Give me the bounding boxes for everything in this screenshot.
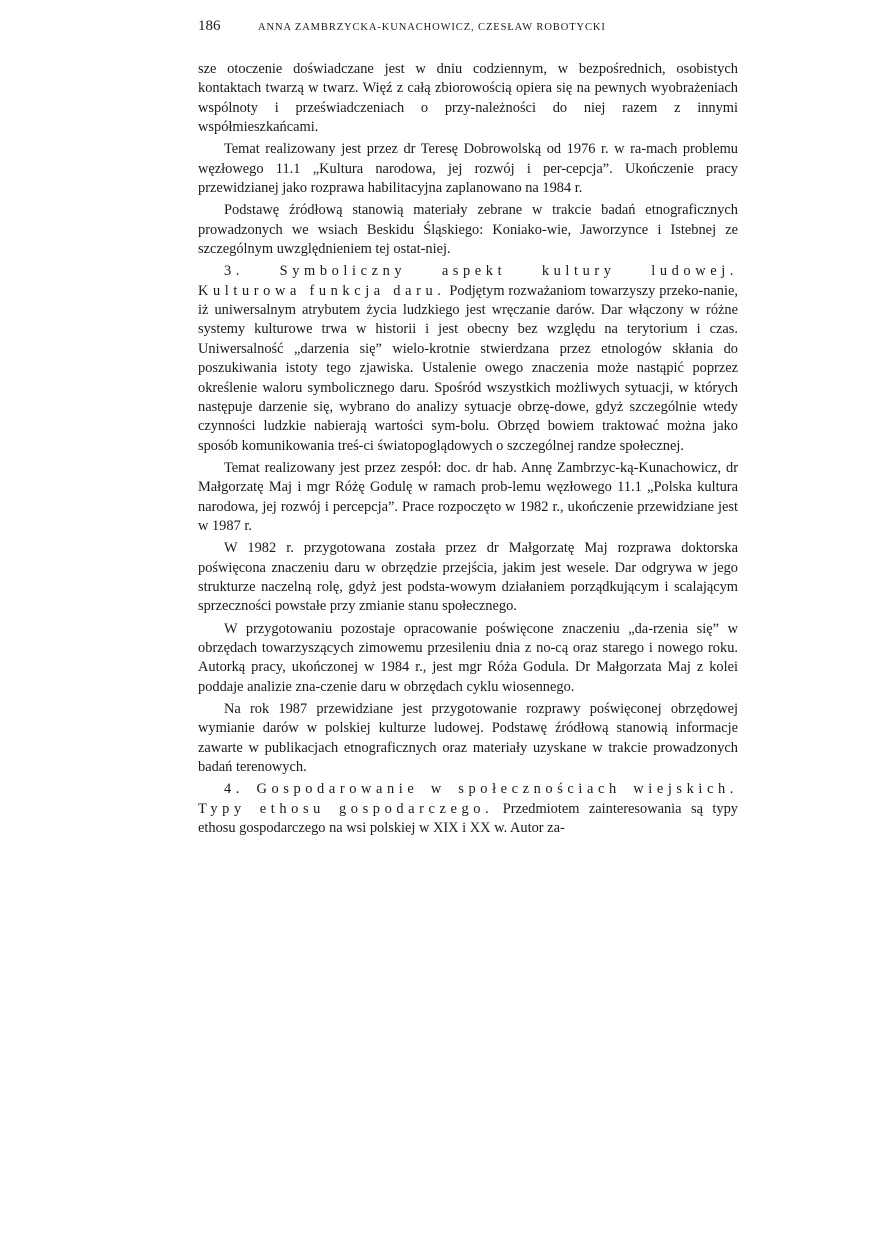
section-heading: 4. Gospodarowanie w społecznościach wiejskich. Typy ethosu gospodarczego. [198, 781, 738, 817]
paragraph-3 [198, 201, 738, 259]
running-header [198, 18, 738, 44]
page-number: 186 [198, 18, 221, 34]
paragraph-text: W przygotowaniu pozostaje opracowanie poświęcone znaczeniu „da-rzenia się” w obrzędach towarzyszących zimowemu przesileniu dnia z no-cą oraz starego i nowego roku. Autorką pracy, ukończonej w 1984 r., jest mgr Róża Godula. Dr Małgorzata Maj z kolei poddaje analizie zna-czenie daru w obrzędach cyklu wiosennego. [198, 620, 738, 695]
paragraph-text: sze otoczenie doświadczane jest w dniu codziennym, w bezpośrednich, osobistych kontaktach twarzą w twarz. Więź z całą zbiorowością opiera się na pewnych wyobrażeniach wspólnoty i przeświadczeniach o przy-należności do niej razem z innymi współmieszkańcami. [198, 61, 738, 136]
paragraph-text: Podstawę źródłową stanowią materiały zebrane w trakcie badań etnograficznych prowadzonych we wsiach Beskidu Śląskiego: Koniako-wie, Jaworzynce i Istebnej ze szczególnym uwzględnieniem tej ostat-niej. [198, 202, 738, 258]
document-page [198, 18, 738, 841]
paragraph-2 [198, 140, 738, 198]
paragraph-6 [198, 539, 738, 616]
paragraph-text: Temat realizowany jest przez dr Teresę Dobrowolską od 1976 r. w ra-mach problemu węzłowego 11.1 „Kultura narodowa, jej rozwój i per-cepcja”. Ukończenie pracy przewidzianej jako rozprawa habilitacyjna zaplanowano na 1984 r. [198, 141, 738, 197]
paragraph-7 [198, 620, 738, 697]
paragraph-5 [198, 459, 738, 536]
paragraph-text: W 1982 r. przygotowana została przez dr Małgorzatę Maj rozprawa doktorska poświęcona znaczeniu daru w obrzędzie przejścia, jakim jest wesele. Dar odgrywa w jego strukturze naczelną rolę, gdyż jest podsta-wowym działaniem porządkującym i scalającym sprzeczności powstałe przy zmianie stanu społecznego. [198, 540, 738, 615]
section-heading: 3. Symboliczny aspekt kultury ludowej. Kulturowa funkcja daru. [198, 263, 738, 299]
paragraph-text: Podjętym rozważaniom towarzyszy przeko-nanie, iż uniwersalnym atrybutem życia ludzkiego jest wręczanie darów. Dar włączony w różne systemy kulturowe trwa w historii i jest obecny bez względu na terytorium i czas. Uniwersalność „darzenia się” wielo-krotnie stwierdzana przez etnologów skłania do poszukiwania istoty tego zjawiska. Ustalenie owego znaczenia może nastąpić poprzez określenie waloru symbolicznego daru. Spośród wszystkich możliwych sytuacji, w których następuje darzenie się, wybrano do analizy sytuacje obrzę-dowe, gdyż szczególnie wtedy czynności ludzkie nabierają wartości sym-bolu. Obrzęd bowiem traktować można jako sposób komunikowania treś-ci światopoglądowych o szczególnej randze społecznej. [198, 282, 738, 454]
paragraph-1 [198, 60, 738, 137]
paragraph-text: Na rok 1987 przewidziane jest przygotowanie rozprawy poświęconej obrzędowej wymianie darów w polskiej kulturze ludowej. Podstawę źródłową stanowią informacje zawarte w publikacjach etnograficznych oraz materiały uzyskane w trakcie prowadzonych badań terenowych. [198, 701, 738, 776]
paragraph-9 [198, 780, 738, 838]
paragraph-4 [198, 262, 738, 455]
paragraph-text: Temat realizowany jest przez zespół: doc. dr hab. Annę Zambrzyc-ką-Kunachowicz, dr Małgorzatę Maj i mgr Różę Godulę w ramach prob-lemu węzłowego 11.1 „Polska kultura narodowa, jej rozwój i percepcja”. Prace rozpoczęto w 1982 r., ukończenie przewidziane jest w 1987 r. [198, 459, 738, 534]
paragraph-8 [198, 700, 738, 777]
running-title: ANNA ZAMBRZYCKA-KUNACHOWICZ, CZESŁAW ROBOTYCKI [258, 22, 606, 33]
body-text [198, 60, 738, 838]
paragraph-text: Przedmiotem zainteresowania są typy ethosu gospodarczego na wsi polskiej w XIX i XX w. Autor za- [198, 800, 738, 837]
